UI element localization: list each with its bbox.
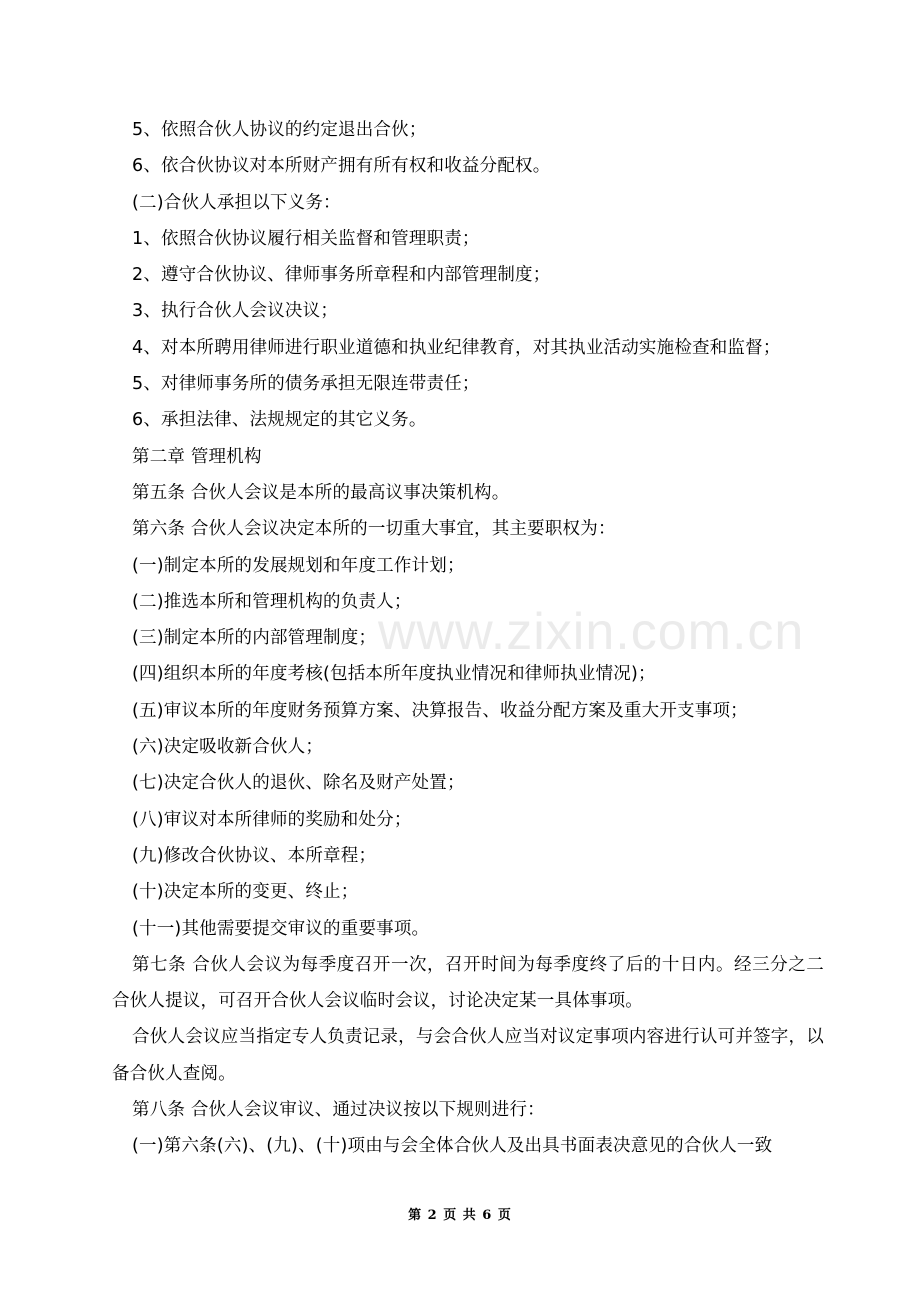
paragraph: (十)决定本所的变更、终止； (132, 882, 359, 903)
paragraph: 6、承担法律、法规规定的其它义务。 (132, 410, 427, 431)
paragraph: (四)组织本所的年度考核(包括本所年度执业情况和律师执业情况)； (132, 664, 656, 685)
paragraph: 6、依合伙协议对本所财产拥有所有权和收益分配权。 (132, 156, 551, 177)
paragraph: 4、对本所聘用律师进行职业道德和执业纪律教育，对其执业活动实施检查和监督； (132, 337, 781, 358)
paragraph: 2、遵守合伙协议、律师事务所章程和内部管理制度； (132, 265, 551, 286)
paragraph: 3、执行合伙人会议决议； (132, 301, 339, 322)
paragraph: 1、依照合伙协议履行相关监督和管理职责； (132, 228, 480, 249)
paragraph: 5、对律师事务所的债务承担无限连带责任； (132, 374, 480, 395)
paragraph: (二)推选本所和管理机构的负责人； (132, 591, 412, 612)
paragraph: 第七条 合伙人会议为每季度召开一次，召开时间为每季度终了后的十日内。经三分之二合伙人提议，可召开合伙人会议临时会议，讨论决定某一具体事项。 (112, 954, 824, 1012)
paragraph: (五)审议本所的年度财务预算方案、决算报告、收益分配方案及重大开支事项； (132, 700, 748, 721)
paragraph: 5、依照合伙人协议的约定退出合伙； (132, 120, 427, 140)
paragraph: (九)修改合伙协议、本所章程； (132, 845, 377, 866)
paragraph: (二)合伙人承担以下义务： (132, 192, 341, 213)
paragraph: (三)制定本所的内部管理制度； (132, 628, 377, 649)
document-body (112, 112, 824, 1165)
paragraph: (一)制定本所的发展规划和年度工作计划； (132, 555, 465, 576)
paragraph: (七)决定合伙人的退伙、除名及财产处置； (132, 773, 465, 794)
page-number-footer: 第 2 页 共 6 页 (408, 1208, 512, 1223)
paragraph: 第八条 合伙人会议审议、通过决议按以下规则进行： (132, 1100, 545, 1121)
paragraph: (一)第六条(六)、(九)、(十)项由与会全体合伙人及出具书面表决意见的合伙人一致 (132, 1136, 773, 1157)
chapter-heading: 第二章 管理机构 (132, 446, 262, 467)
paragraph: (十一)其他需要提交审议的重要事项。 (132, 918, 430, 939)
paragraph: 第六条 合伙人会议决定本所的一切重大事宜，其主要职权为： (132, 519, 616, 540)
paragraph: 第五条 合伙人会议是本所的最高议事决策机构。 (132, 482, 510, 503)
paragraph: (八)审议对本所律师的奖励和处分； (132, 809, 412, 830)
paragraph: 合伙人会议应当指定专人负责记录，与会合伙人应当对议定事项内容进行认可并签字，以备合伙人查阅。 (112, 1027, 824, 1084)
watermark: www.zixin.com.cn (378, 603, 805, 661)
paragraph: (六)决定吸收新合伙人； (132, 737, 324, 758)
